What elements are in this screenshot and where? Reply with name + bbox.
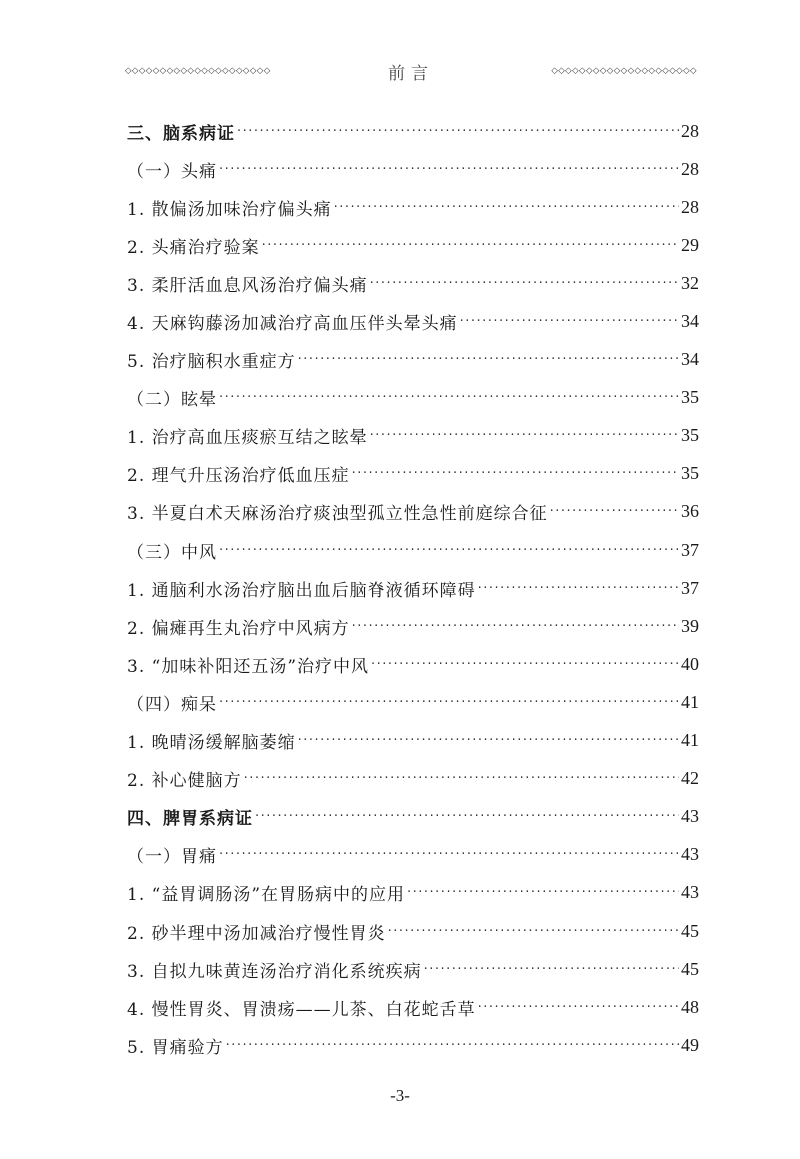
toc-entry [127, 112, 699, 150]
toc-entry-title: （一）头痛 [127, 161, 217, 182]
dot-leader [219, 162, 679, 177]
toc-entry-title: 四、脾胃系病证 [127, 809, 253, 830]
header-ornament-right: ◇◇◇◇◇◇◇◇◇◇◇◇◇◇◇◇◇◇◇◇◇ [551, 66, 697, 76]
toc-entry-page: 37 [681, 539, 699, 560]
toc-entry-page: 40 [681, 653, 699, 674]
toc-entry-page: 34 [681, 349, 699, 370]
dot-leader [388, 924, 679, 939]
header-ornament-left: ◇◇◇◇◇◇◇◇◇◇◇◇◇◇◇◇◇◇◇◇◇ [125, 66, 271, 76]
toc-entry [127, 1026, 699, 1064]
toc-entry [127, 607, 699, 645]
toc-entry [127, 341, 699, 379]
dot-leader [219, 543, 679, 558]
running-header [125, 58, 697, 84]
toc-entry-title: 1. 治疗高血压痰瘀互结之眩晕 [127, 428, 368, 449]
toc-entry-page: 48 [681, 996, 699, 1017]
toc-entry-title: 2. 偏瘫再生丸治疗中风病方 [127, 618, 350, 639]
toc-entry-page: 28 [681, 120, 699, 141]
dot-leader [237, 124, 679, 139]
dot-leader [262, 238, 679, 253]
toc-entry-title: 4. 慢性胃炎、胃溃疡——儿茶、白花蛇舌草 [127, 999, 476, 1020]
toc-entry [127, 188, 699, 226]
toc-entry-page: 41 [681, 730, 699, 751]
dot-leader [478, 581, 679, 596]
toc-entry-page: 36 [681, 501, 699, 522]
toc-entry-title: （二）眩晕 [127, 390, 217, 411]
table-of-contents [127, 112, 699, 1064]
toc-entry [127, 874, 699, 912]
toc-entry-title: 4. 天麻钩藤汤加减治疗高血压伴头晕头痛 [127, 314, 458, 335]
toc-entry-page: 45 [681, 920, 699, 941]
toc-entry-title: 3. “加味补阳还五汤”治疗中风 [127, 656, 370, 677]
toc-entry [127, 912, 699, 950]
toc-entry [127, 569, 699, 607]
toc-entry [127, 493, 699, 531]
toc-entry-page: 43 [681, 844, 699, 865]
dot-leader [478, 1000, 679, 1015]
dot-leader [352, 466, 679, 481]
toc-entry-page: 42 [681, 768, 699, 789]
toc-entry [127, 683, 699, 721]
dot-leader [352, 619, 679, 634]
toc-entry-page: 29 [681, 234, 699, 255]
toc-entry-page: 34 [681, 311, 699, 332]
toc-entry-title: （四）痴呆 [127, 694, 217, 715]
toc-entry-page: 35 [681, 463, 699, 484]
toc-entry [127, 836, 699, 874]
toc-entry [127, 455, 699, 493]
dot-leader [370, 276, 679, 291]
toc-entry-page: 37 [681, 577, 699, 598]
toc-entry-title: 1. 散偏汤加味治疗偏头痛 [127, 199, 332, 220]
toc-entry-title: 5. 治疗脑积水重症方 [127, 352, 296, 373]
toc-entry [127, 417, 699, 455]
header-title: 前言 [388, 63, 434, 84]
toc-entry-title: 3. 柔肝活血息风汤治疗偏头痛 [127, 275, 368, 296]
dot-leader [298, 352, 679, 367]
toc-entry-page: 43 [681, 806, 699, 827]
toc-entry-page: 41 [681, 691, 699, 712]
dot-leader [550, 504, 679, 519]
toc-entry-title: 1. 通脑利水汤治疗脑出血后脑脊液循环障碍 [127, 580, 476, 601]
toc-entry-page: 35 [681, 425, 699, 446]
toc-entry-page: 45 [681, 958, 699, 979]
toc-entry [127, 988, 699, 1026]
toc-entry-page: 28 [681, 158, 699, 179]
toc-entry-title: 3. 自拟九味黄连汤治疗消化系统疾病 [127, 961, 422, 982]
toc-entry-page: 28 [681, 196, 699, 217]
toc-entry [127, 302, 699, 340]
toc-entry [127, 798, 699, 836]
toc-entry-page: 35 [681, 387, 699, 408]
toc-entry-title: 5. 胃痛验方 [127, 1037, 224, 1058]
toc-entry-title: 3. 半夏白术天麻汤治疗痰浊型孤立性急性前庭综合征 [127, 504, 548, 525]
dot-leader [219, 390, 679, 405]
toc-entry [127, 760, 699, 798]
toc-entry-page: 39 [681, 615, 699, 636]
toc-entry-title: 2. 头痛治疗验案 [127, 237, 260, 258]
dot-leader [424, 962, 679, 977]
dot-leader [244, 771, 679, 786]
toc-entry-page: 32 [681, 272, 699, 293]
toc-entry [127, 950, 699, 988]
toc-entry-title: 三、脑系病证 [127, 123, 235, 144]
dot-leader [219, 847, 679, 862]
dot-leader [226, 1038, 679, 1053]
toc-entry-title: 2. 补心健脑方 [127, 771, 242, 792]
dot-leader [460, 314, 679, 329]
toc-entry-title: 2. 理气升压汤治疗低血压症 [127, 466, 350, 487]
dot-leader [334, 200, 679, 215]
dot-leader [407, 885, 679, 900]
toc-entry [127, 722, 699, 760]
toc-entry [127, 531, 699, 569]
dot-leader [219, 695, 679, 710]
dot-leader [298, 733, 679, 748]
toc-entry-title: 1. 晚晴汤缓解脑萎缩 [127, 733, 296, 754]
toc-entry [127, 226, 699, 264]
toc-entry-title: （一）胃痛 [127, 847, 217, 868]
toc-entry-title: （三）中风 [127, 542, 217, 563]
dot-leader [371, 657, 679, 672]
dot-leader [370, 428, 679, 443]
toc-entry [127, 645, 699, 683]
page-number: -3- [390, 1086, 410, 1105]
toc-entry [127, 264, 699, 302]
toc-entry [127, 379, 699, 417]
toc-entry [127, 150, 699, 188]
toc-entry-page: 49 [681, 1034, 699, 1055]
toc-entry-title: 2. 砂半理中汤加减治疗慢性胃炎 [127, 923, 386, 944]
toc-entry-title: 1. “益胃调肠汤”在胃肠病中的应用 [127, 885, 406, 906]
toc-entry-page: 43 [681, 882, 699, 903]
dot-leader [255, 809, 679, 824]
